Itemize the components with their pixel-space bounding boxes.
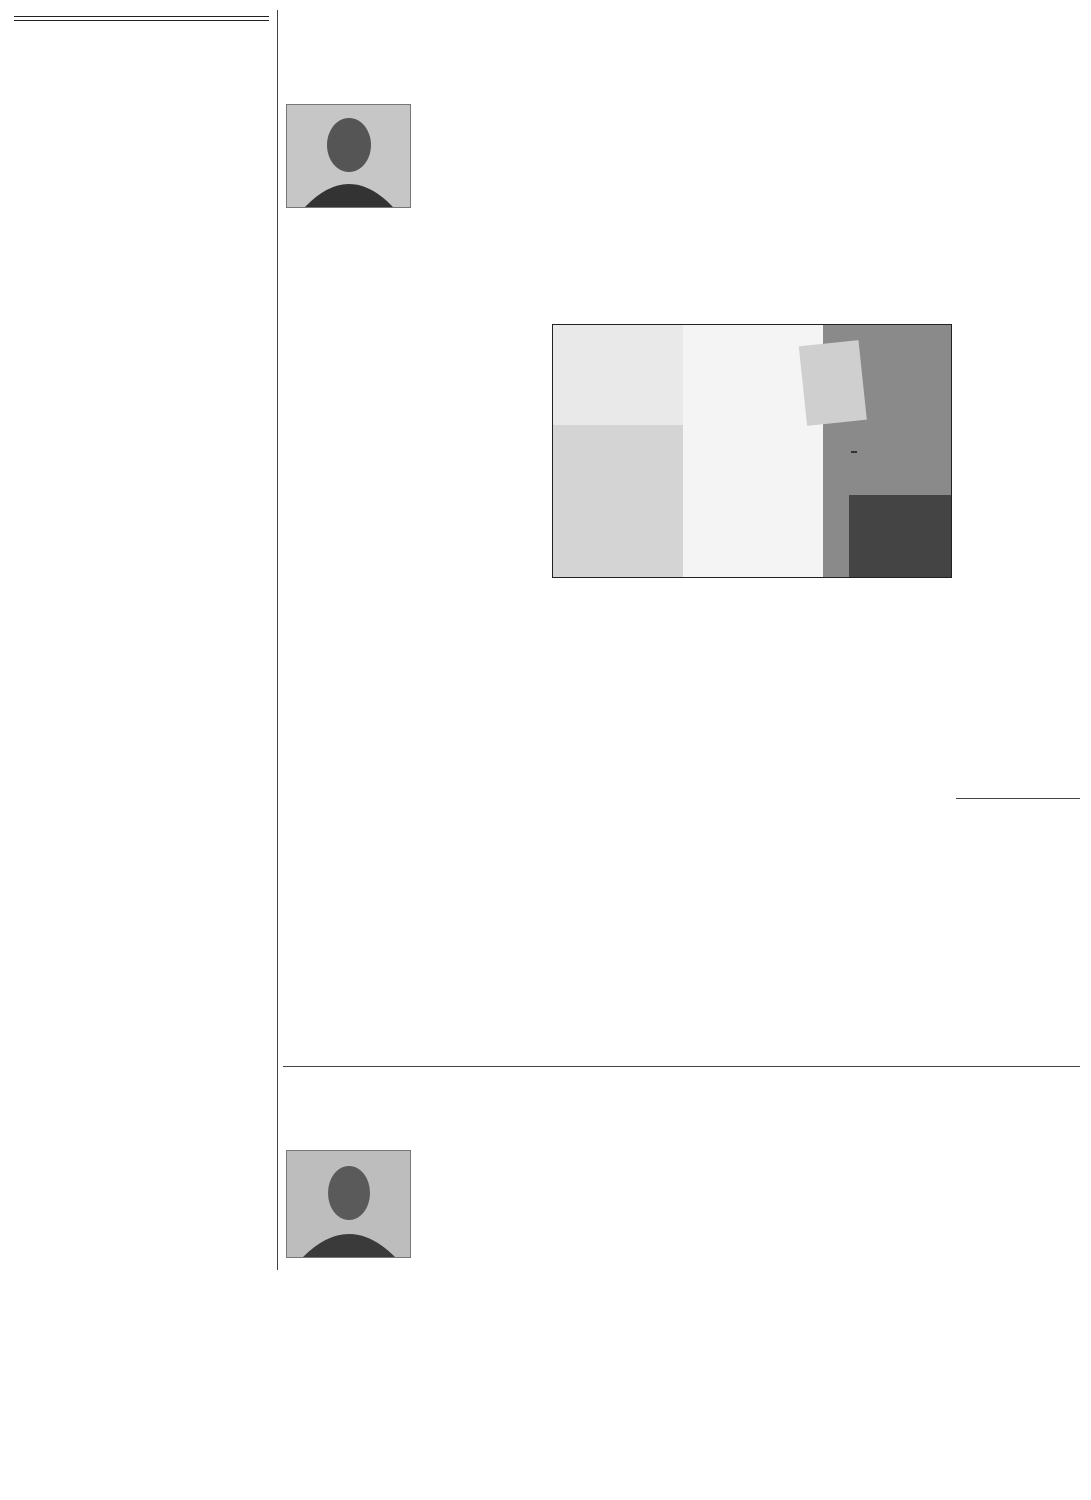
author-photo-bidwai [286, 1150, 411, 1258]
article1-col5a [820, 104, 950, 252]
author-photo-zamir [286, 104, 411, 208]
photo-headline-guerre [851, 451, 857, 453]
article1-col3a [552, 104, 682, 252]
article1-col1 [283, 240, 413, 1060]
portrait-icon [287, 105, 410, 207]
newspaper-collage-photo [552, 324, 952, 578]
article1-col5b [820, 584, 950, 1060]
article1-pull-quote [418, 258, 951, 318]
masthead [14, 10, 269, 110]
article1-col2b [418, 324, 548, 1060]
article1-col4a [686, 104, 816, 252]
article1-col2a [418, 104, 548, 252]
article1-col6 [956, 104, 1080, 794]
editorial-mp-hostel [14, 746, 272, 1272]
article1-col3b [552, 584, 682, 1060]
portrait-icon [287, 1151, 410, 1257]
newspapers-image-icon [553, 325, 952, 578]
editorial-inflation [14, 124, 272, 700]
article1-col4b [686, 584, 816, 1060]
